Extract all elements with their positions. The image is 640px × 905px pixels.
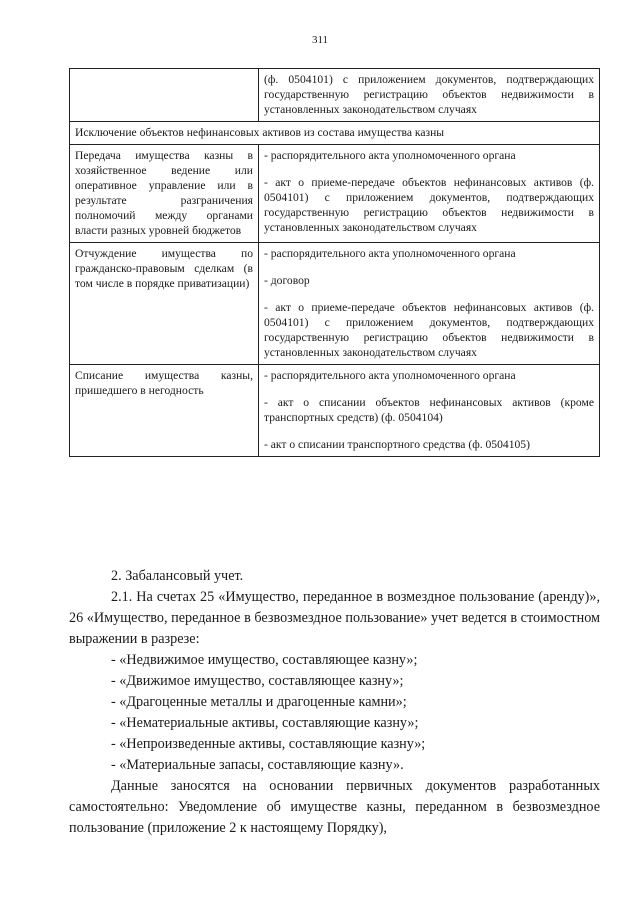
table-row — [70, 243, 600, 365]
table-row — [70, 145, 600, 243]
operation-text: Отчуждение имущества по гражданско-правовым сделкам (в том числе в порядке приватизации) — [75, 247, 253, 290]
table-cell-right — [259, 69, 600, 122]
paragraph: Данные заносятся на основании первичных документов разработанных самостоятельно: Уведомление об имуществе казны, переданном в безвозмездное пользование (приложение 2 к настоящему Порядку), — [69, 778, 600, 836]
document-item: - договор — [264, 274, 310, 287]
list-item: - «Непроизведенные активы, составляющие казну»; — [111, 736, 426, 752]
list-item: - «Нематериальные активы, составляющие казну»; — [111, 715, 419, 731]
cell-text: (ф. 0504101) с приложением документов, подтверждающих государственную регистрацию объектов недвижимости в установленных законодательством случаях — [264, 73, 594, 116]
documents-cell — [259, 243, 600, 365]
document-table — [69, 68, 600, 457]
table-section-row — [70, 122, 600, 145]
document-item: - акт о списании транспортного средства (ф. 0504105) — [264, 438, 530, 451]
operation-cell — [70, 145, 259, 243]
document-item: - распорядительного акта уполномоченного органа — [264, 149, 516, 162]
paragraph: 2.1. На счетах 25 «Имущество, переданное в возмездное пользование (аренду)», 26 «Имущество, переданное в безвозмездное пользование» учет ведется в стоимостном выражении в разрезе: — [69, 589, 600, 647]
list-item: - «Материальные запасы, составляющие казну». — [111, 757, 404, 773]
table-row — [70, 365, 600, 457]
operation-text: Списание имущества казны, пришедшего в негодность — [75, 369, 253, 397]
operation-text: Передача имущества казны в хозяйственное ведение или оперативное управление или в результате разграничения полномочий между органами власти разных уровней бюджетов — [75, 149, 253, 237]
table-cell-empty — [70, 69, 259, 122]
document-item: - распорядительного акта уполномоченного органа — [264, 369, 516, 382]
list-item: - «Недвижимое имущество, составляющее казну»; — [111, 652, 418, 668]
document-item: - распорядительного акта уполномоченного органа — [264, 247, 516, 260]
documents-cell — [259, 145, 600, 243]
document-item: - акт о списании объектов нефинансовых активов (кроме транспортных средств) (ф. 0504104) — [264, 396, 594, 424]
section-header: Исключение объектов нефинансовых активов из состава имущества казны — [70, 122, 600, 145]
list-item: - «Драгоценные металлы и драгоценные камни»; — [111, 694, 407, 710]
document-item: - акт о приеме-передаче объектов нефинансовых активов (ф. 0504101) с приложением документов, подтверждающих государственную регистрацию объектов недвижимости в установленных законодательством случаях — [264, 176, 594, 234]
operation-cell — [70, 243, 259, 365]
body-text — [69, 566, 600, 839]
document-item: - акт о приеме-передаче объектов нефинансовых активов (ф. 0504101) с приложением документов, подтверждающих государственную регистрацию объектов недвижимости в установленных законодательством случаях — [264, 301, 594, 359]
operation-cell — [70, 365, 259, 457]
documents-cell — [259, 365, 600, 457]
table-row — [70, 69, 600, 122]
section-heading: 2. Забалансовый учет. — [111, 568, 244, 584]
list-item: - «Движимое имущество, составляющее казну»; — [111, 673, 404, 689]
page-number: 311 — [311, 34, 329, 46]
